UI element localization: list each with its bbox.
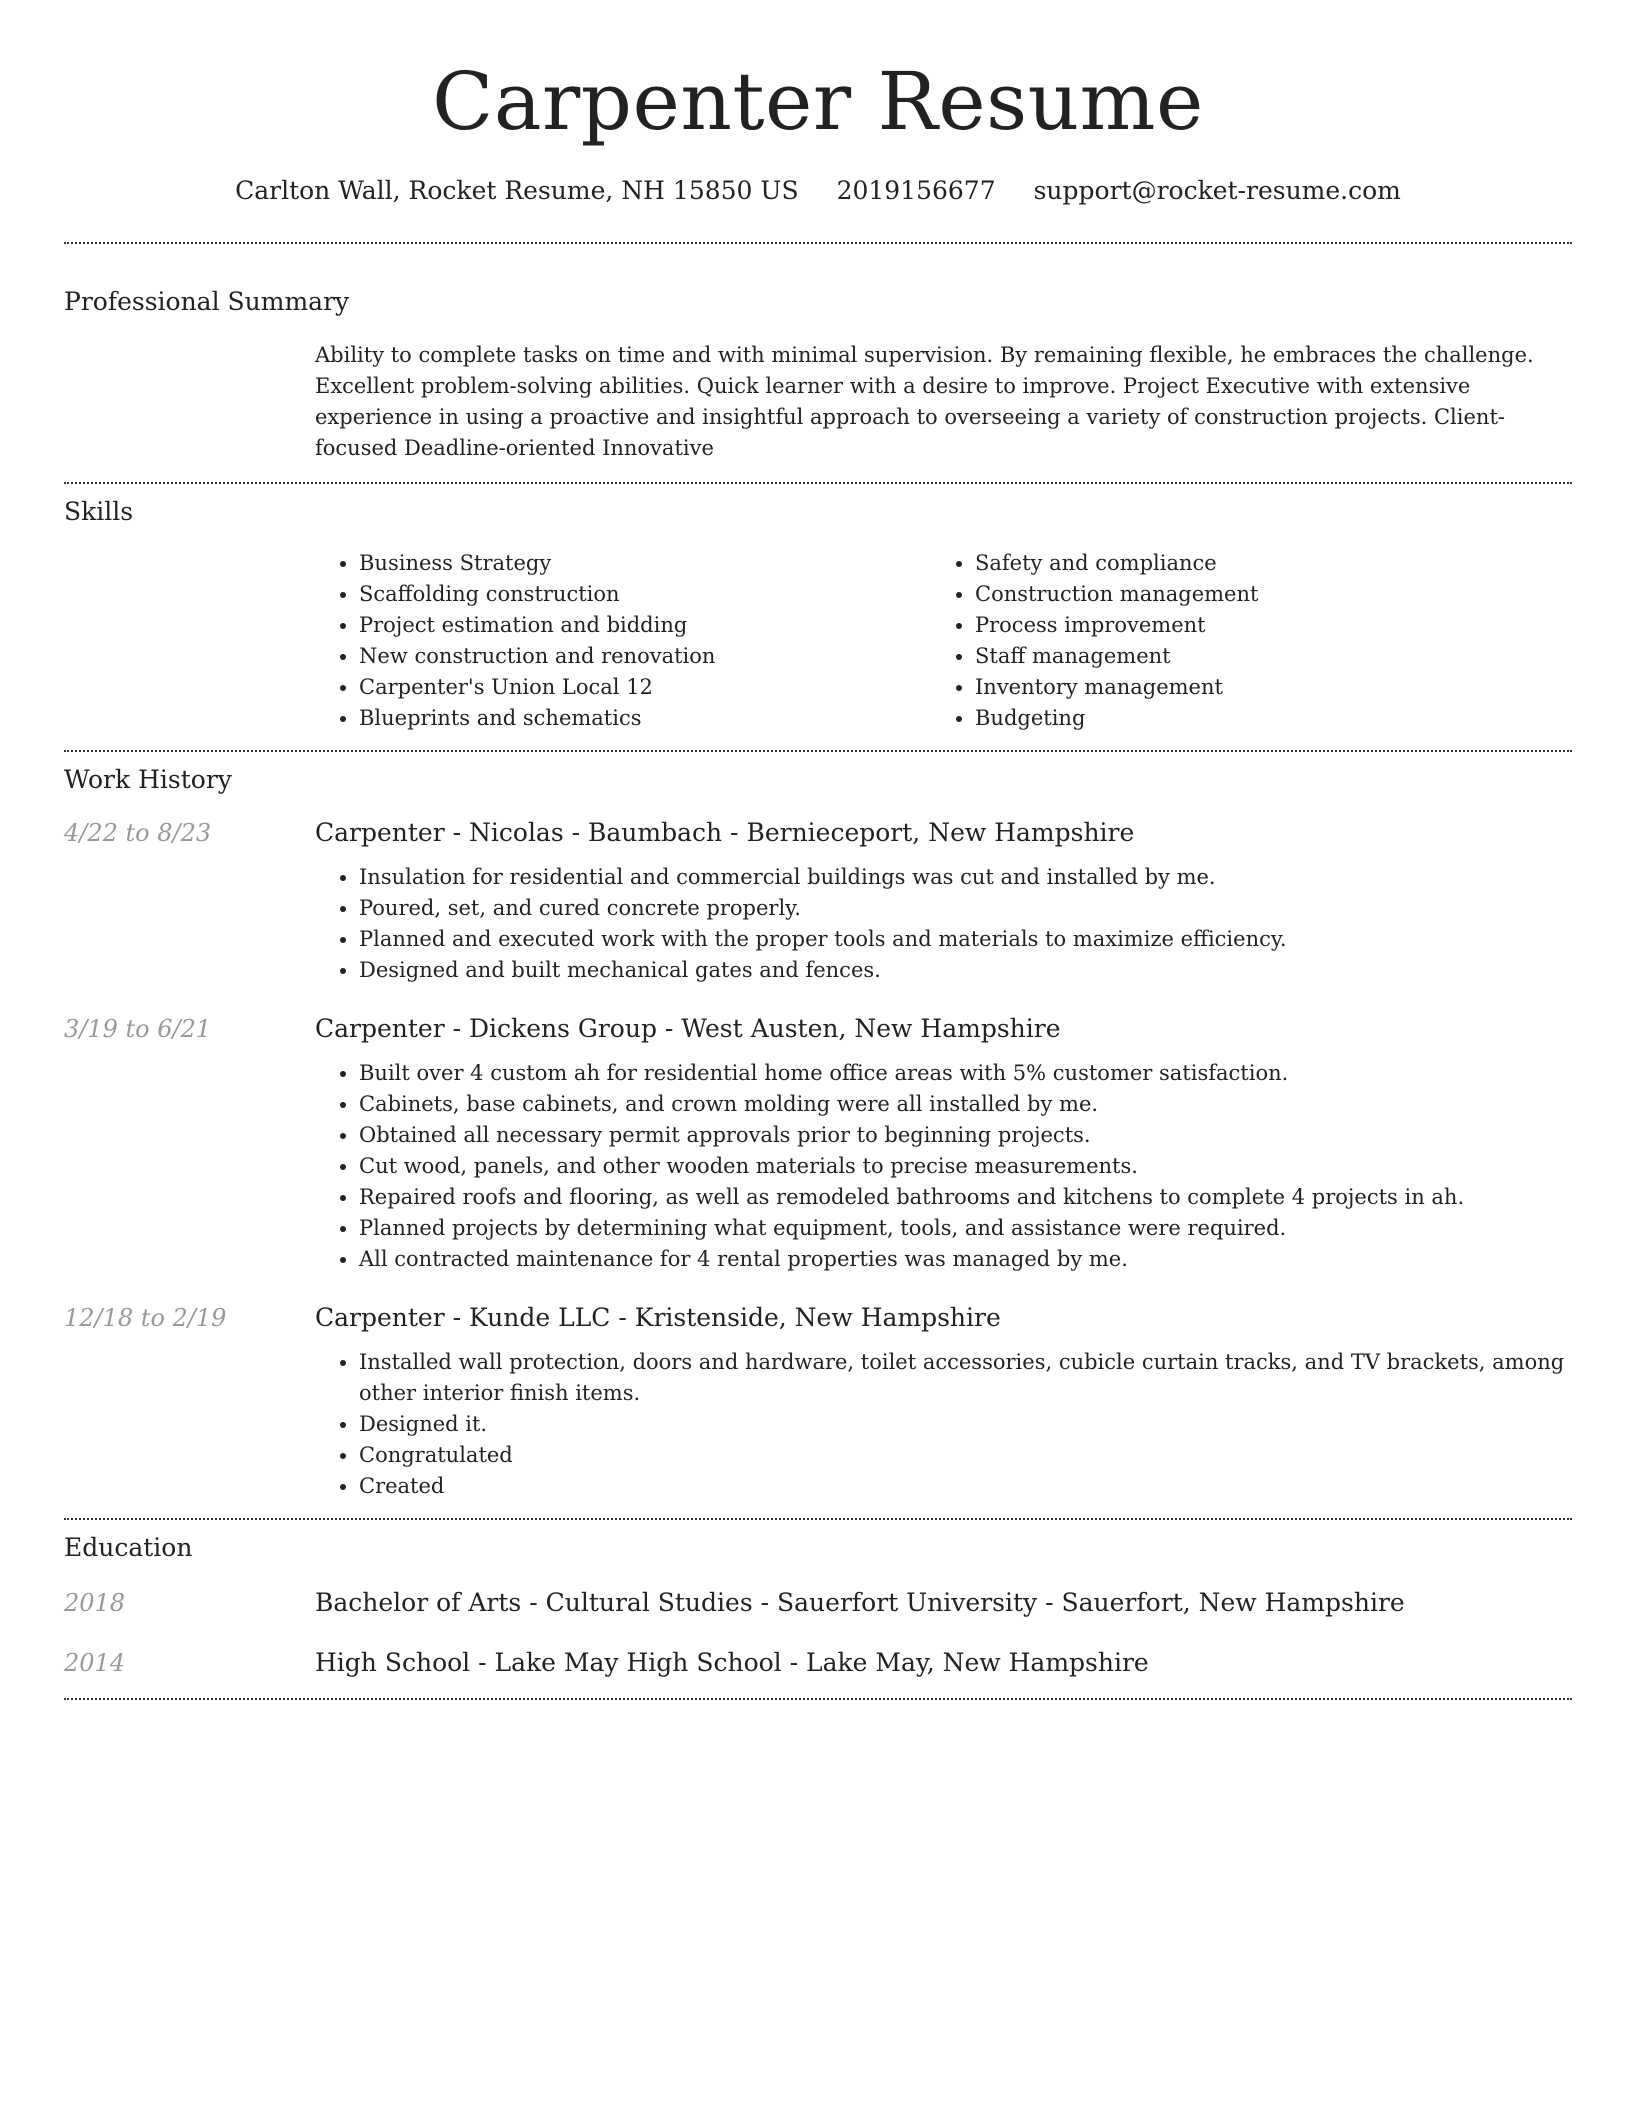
job-title: Carpenter - Dickens Group - West Austen, New Hampshire <box>315 1014 1061 1043</box>
education-entry <box>64 1646 1572 1680</box>
skill-item: • Safety and compliance <box>975 548 1547 579</box>
job-body <box>315 1301 1572 1502</box>
skill-item: • Inventory management <box>975 672 1547 703</box>
skills-grid <box>315 548 1572 734</box>
skill-item: • Staff management <box>975 641 1547 672</box>
education-school: - Lake May High School - Lake May, New Hampshire <box>470 1648 1149 1677</box>
job-bullet: • Designed it. <box>359 1409 1572 1440</box>
professional-summary-section <box>64 244 1572 482</box>
skill-item: • Business Strategy <box>359 548 931 579</box>
contact-address: Carlton Wall, Rocket Resume, NH 15850 US <box>235 176 799 205</box>
job-entry <box>64 1012 1572 1275</box>
job-bullet: • Planned projects by determining what equipment, tools, and assistance were required. <box>359 1213 1572 1244</box>
skill-item: • New construction and renovation <box>359 641 931 672</box>
job-bullet: • Obtained all necessary permit approvals prior to beginning projects. <box>359 1120 1572 1151</box>
job-bullet: • Built over 4 custom ah for residential home office areas with 5% customer satisfaction. <box>359 1058 1572 1089</box>
education-title <box>315 1586 1405 1620</box>
resume-page <box>64 0 1572 1700</box>
job-bullet: • Installed wall protection, doors and hardware, toilet accessories, cubicle curtain tracks, and TV brackets, among other interior finish items. <box>359 1347 1572 1409</box>
job-bullets <box>315 1058 1572 1275</box>
job-title: Carpenter - Nicolas - Baumbach - Bernieceport, New Hampshire <box>315 818 1135 847</box>
job-bullets <box>315 1347 1572 1502</box>
job-date: 4/22 to 8/23 <box>64 819 212 847</box>
contact-email: support@rocket-resume.com <box>1033 176 1401 205</box>
job-bullet: • Cut wood, panels, and other wooden materials to precise measurements. <box>359 1151 1572 1182</box>
job-entry <box>64 1301 1572 1502</box>
job-bullet: • Designed and built mechanical gates and fences. <box>359 955 1572 986</box>
job-body <box>315 816 1572 986</box>
skills-section <box>64 484 1572 750</box>
skills-list-left <box>315 548 931 734</box>
work-history-section <box>64 752 1572 1518</box>
skill-item: • Carpenter's Union Local 12 <box>359 672 931 703</box>
education-date: 2014 <box>64 1649 126 1677</box>
job-bullets <box>315 862 1572 986</box>
section-heading-education: Education <box>64 1533 193 1562</box>
job-bullet: • Poured, set, and cured concrete properly. <box>359 893 1572 924</box>
skill-item: • Blueprints and schematics <box>359 703 931 734</box>
resume-title: Carpenter Resume <box>432 55 1204 148</box>
skills-list-right <box>931 548 1547 734</box>
job-bullet: • Insulation for residential and commercial buildings was cut and installed by me. <box>359 862 1572 893</box>
section-divider <box>64 1698 1572 1700</box>
education-degree: Bachelor of Arts - Cultural Studies <box>315 1588 753 1617</box>
section-heading-skills: Skills <box>64 497 134 526</box>
job-date: 12/18 to 2/19 <box>64 1304 227 1332</box>
job-bullet: • Created <box>359 1471 1572 1502</box>
section-heading-work: Work History <box>64 765 232 794</box>
skill-item: • Budgeting <box>975 703 1547 734</box>
education-school: - Sauerfort University - Sauerfort, New Hampshire <box>752 1588 1405 1617</box>
skill-item: • Process improvement <box>975 610 1547 641</box>
section-heading-summary: Professional Summary <box>64 287 350 316</box>
job-bullet: • Repaired roofs and flooring, as well as remodeled bathrooms and kitchens to complete 4 projects in ah. <box>359 1182 1572 1213</box>
job-bullet: • Cabinets, base cabinets, and crown molding were all installed by me. <box>359 1089 1572 1120</box>
job-date: 3/19 to 6/21 <box>64 1015 212 1043</box>
job-entry <box>64 816 1572 986</box>
skill-item: • Construction management <box>975 579 1547 610</box>
education-title <box>315 1646 1149 1680</box>
education-degree: High School <box>315 1648 471 1677</box>
job-bullet: • Planned and executed work with the proper tools and materials to maximize efficiency. <box>359 924 1572 955</box>
job-bullet: • Congratulated <box>359 1440 1572 1471</box>
education-entry <box>64 1586 1572 1620</box>
education-section <box>64 1520 1572 1698</box>
contact-phone: 2019156677 <box>836 176 996 205</box>
skill-item: • Scaffolding construction <box>359 579 931 610</box>
education-date: 2018 <box>64 1589 126 1617</box>
job-title: Carpenter - Kunde LLC - Kristenside, New Hampshire <box>315 1303 1001 1332</box>
job-bullet: • All contracted maintenance for 4 rental properties was managed by me. <box>359 1244 1572 1275</box>
job-body <box>315 1012 1572 1275</box>
summary-text: Ability to complete tasks on time and with minimal supervision. By remaining flexible, he embraces the challenge. Excellent problem-solving abilities. Quick learner with a desire to improve. Project Executive with extensive experience in using a proactive and insightful approach to overseeing a variety of construction projects. Client-focused Deadline-oriented Innovative <box>315 343 1534 460</box>
contact-line <box>64 174 1572 208</box>
skill-item: • Project estimation and bidding <box>359 610 931 641</box>
